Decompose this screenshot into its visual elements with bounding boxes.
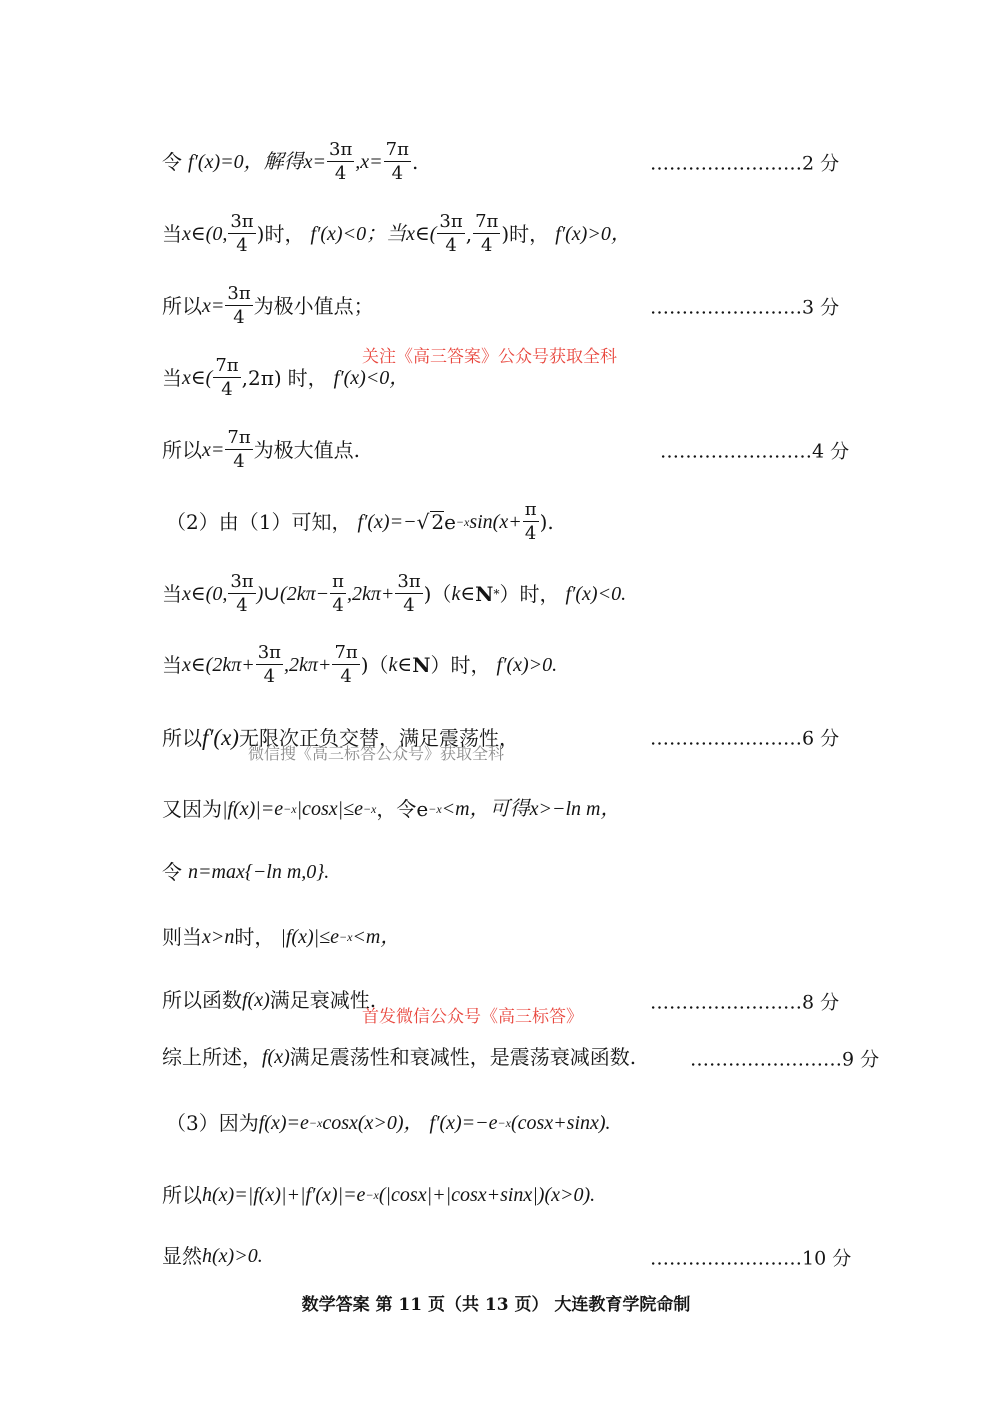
text: 所以函数 [162,988,242,1012]
math-text: f′(x) [202,725,239,750]
fraction-denominator: 4 [332,594,344,616]
fraction-denominator: 4 [236,234,248,256]
fraction-numerator: π [524,499,537,520]
text: e [416,797,429,821]
score-6: ……………………6 分 [650,727,840,750]
text: （3）因为 [166,1111,259,1135]
line-define-n [162,862,329,882]
math-text: f′(x)=− [357,510,417,533]
text: 当 [162,365,182,390]
text: 所以 [162,725,202,750]
fraction [225,284,252,328]
fraction-denominator: 4 [233,450,245,472]
math-text: n=max{−ln m,0}. [188,861,330,883]
score-4: ……………………4 分 [660,440,850,463]
fraction-numerator: 7π [334,642,358,663]
text: 又因为 [162,797,222,821]
math-text: f(x)=e [258,1112,309,1134]
text: 为极大值点. [253,437,361,462]
math-text: cosx(x>0)， [322,1112,424,1134]
fraction-denominator: 4 [445,234,457,256]
score-8: ……………………8 分 [650,991,840,1014]
fraction-denominator: 4 [334,162,347,184]
line-interval-2 [162,356,409,400]
math-text: ,2kπ+ [284,653,332,676]
math-text: (|cosx|+|cosx+sinx|)(x>0). [378,1184,596,1206]
fraction [228,212,255,256]
fraction-numerator: 7π [227,427,251,448]
text: )（ [360,652,389,677]
math-text: k∈ [388,653,413,676]
line-part3: （3）因为 f(x)=e −x cosx(x>0)， f′(x)=−e −x (cosx+sinx). [166,1111,611,1135]
line-local-max [162,428,360,472]
text: 无限次正负交替，满足震荡性， [238,725,519,750]
fraction [437,212,464,256]
fraction-numerator: 7π [215,355,239,376]
math-text: ,2kπ+ [346,582,395,605]
text: 为极小值点； [253,293,374,318]
text: 时， [287,365,328,390]
text: e [444,509,456,534]
math-text: k∈ [451,582,476,605]
fraction-denominator: 4 [263,665,276,687]
text: 当 [162,581,182,606]
math-bold: N [412,652,431,677]
fraction-denominator: 4 [221,378,233,400]
fraction [213,356,240,400]
fraction-numerator: 3π [230,571,254,592]
text: . [411,149,419,174]
line-part2-derivative: （2）由（1）可知， f′(x)=− √ 2 e −x sin(x+ $\frac{\pi}{4}$ ). [166,499,554,544]
text: 则当 [162,925,202,949]
fraction-numerator: 3π [257,642,282,663]
text: 当 [162,652,182,677]
math-text: f′(x)>0， [555,222,631,245]
fraction-denominator: 4 [340,665,352,687]
text: 令 [162,860,182,884]
score-2: ……………………2 分 [650,152,840,175]
math-text: x∈(0, [182,222,228,245]
text: （2）由（1）可知， [166,509,352,534]
sqrt-sign: √ [416,509,430,534]
math-text: h(x)=|f(x)|+|f′(x)|=e [202,1184,366,1206]
math-text: ,x= [355,150,383,173]
fraction-numerator: π [332,571,344,592]
fraction [523,500,539,544]
fraction-numerator: 3π [227,283,251,304]
watermark-gray-middle: 微信搜《高三标答公众号》获取全科 [248,744,505,763]
fraction [473,212,500,256]
math-text: x= [202,294,225,317]
fraction [327,140,354,184]
fraction-numerator: 7π [475,211,499,232]
text: 所以 [162,1183,202,1207]
text: 当 [162,221,182,246]
fraction-denominator: 4 [403,594,415,616]
fraction [256,643,283,687]
text: )时， [501,221,550,246]
text: 综上所述， [162,1045,262,1069]
fraction [225,428,252,472]
text: 令 [162,149,182,174]
fraction [384,140,411,184]
page-footer: 数学答案 第 11 页（共 13 页） 大连教育学院命制 [301,1295,691,1315]
math-text: <m，可得 [441,798,530,820]
fraction-denominator: 4 [391,162,404,184]
fraction-denominator: 4 [233,306,245,328]
fraction-numerator: 3π [397,571,421,592]
line-conclusion [162,1047,636,1067]
fraction-denominator: 4 [481,234,493,256]
fraction-numerator: 3π [230,211,254,232]
text: 所以 [162,437,202,462]
sqrt-radicand: 2 [431,510,445,535]
text: , [465,221,473,246]
fraction-numerator: 7π [385,139,409,160]
math-text: f′(x)<0， [333,366,410,389]
math-text: )∪(2kπ− [256,582,330,605]
line-bound: 又因为 |f(x)|=e −x |cosx|≤e −x ，令 e −x <m，可得 x>−ln m， [162,797,621,821]
fraction [395,572,422,616]
fraction [228,572,255,616]
score-3: ……………………3 分 [650,296,840,319]
math-text: x∈(2kπ+ [182,653,255,676]
fraction [330,572,346,616]
text: )时， [256,221,305,246]
math-text: x>−ln m， [529,798,621,820]
math-text: f′(x)=0，解得 [188,150,304,173]
text: 所以 [162,293,202,318]
line-intervals-1 [162,212,631,256]
line-decay-bound: 则当 x>n 时， |f(x)|≤e −x <m， [162,925,401,949]
math-text: x∈(0, [182,582,228,605]
math-text: |cosx|≤e [296,798,363,820]
text: 满足衰减性. [269,988,377,1012]
score-9: ……………………9 分 [690,1048,880,1071]
line-solve-derivative-zero [162,140,418,184]
math-text: x>n [202,926,235,948]
math-text: (cosx+sinx). [510,1112,611,1134]
text: )（ [423,581,452,606]
math-text: f(x) [242,989,270,1011]
line-local-min [162,284,374,328]
line-decay [162,990,376,1010]
math-text: f(x) [262,1046,290,1068]
watermark-red-bottom: 首发微信公众号《高三标答》 [362,1007,583,1027]
text: ）时， [499,581,560,606]
line-negative-intervals: 当 x∈(0, $\frac{3\pi}{4}$ )∪(2kπ− $\frac{\pi}{4}$ ,2kπ+ $\frac{3\pi}{4}$ )（ k∈ N * ）时， f′(x)<0. [162,571,627,616]
line-h-definition: 所以 h(x)=|f(x)|+|f′(x)|=e −x (|cosx|+|cosx+sinx|)(x>0). [162,1183,596,1207]
line-positive-intervals [162,643,557,687]
text: ,2π) [241,365,282,390]
math-text: |f(x)|=e [222,798,284,820]
math-text: x∈( [182,366,213,389]
math-text: f′(x)=−e [429,1112,498,1134]
math-text: f′(x)<0；当 [310,222,407,245]
math-text: sin(x+ [469,510,522,533]
text: ）时， [430,652,491,677]
math-text: f′(x)<0. [565,582,627,605]
fraction-numerator: 3π [329,139,353,160]
score-10: ……………………10 分 [650,1247,852,1270]
text: 满足震荡性和衰减性，是震荡衰减函数. [289,1045,637,1069]
line-h-positive [162,1246,263,1266]
math-text: |f(x)|≤e [280,926,339,948]
math-text: x∈( [406,222,437,245]
fraction-denominator: 4 [524,522,537,544]
text: 时， [234,925,275,949]
math-text: x= [303,150,326,173]
watermark-red-top: 关注《高三答案》公众号获取全科 [362,347,617,367]
fraction [332,643,359,687]
math-bold: N [475,581,494,606]
text: 显然 [162,1244,202,1268]
math-text: <m， [352,926,401,948]
fraction-numerator: 3π [439,211,463,232]
math-text: f′(x)>0. [496,653,558,676]
text: ). [539,509,554,534]
math-text: x= [202,438,225,461]
math-text: h(x)>0. [202,1245,263,1267]
fraction-denominator: 4 [236,594,248,616]
text: ，令 [376,797,417,821]
